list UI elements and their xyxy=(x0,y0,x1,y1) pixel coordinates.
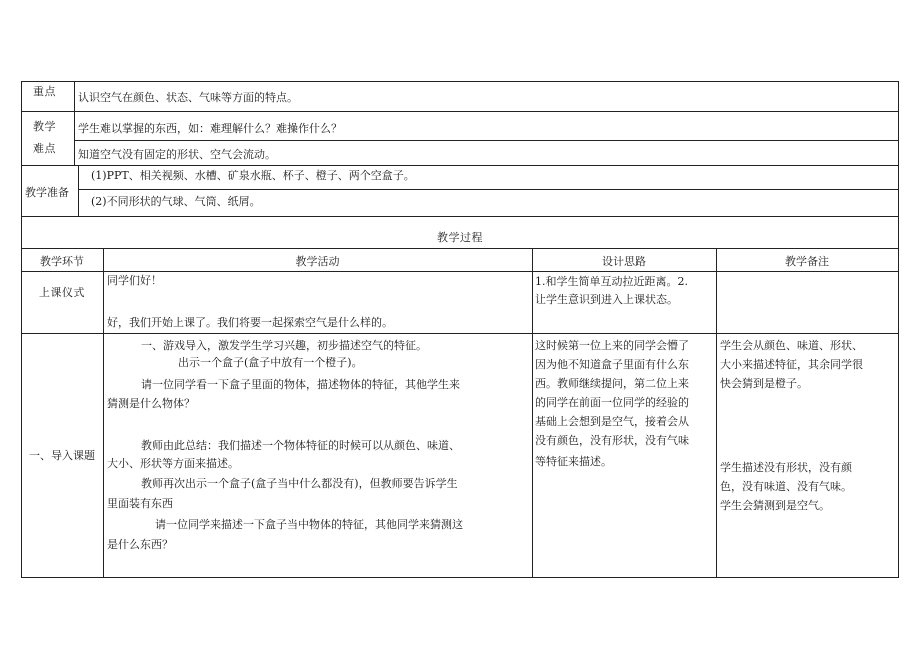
row1-activity-1: 同学们好！ xyxy=(107,274,162,287)
header-design: 设计思路 xyxy=(602,255,646,268)
row2-design-line: 基础上会想到是空气，接着会从 xyxy=(535,415,689,428)
header-stage: 教学环节 xyxy=(40,255,84,268)
rule-col-design xyxy=(716,248,717,578)
row2-design-line: 这时候第一位上来的同学会懵了 xyxy=(535,339,689,352)
row2-notes-line: 学生会从颜色、味道、形状、 xyxy=(720,339,863,352)
rule-col-stage xyxy=(103,248,104,578)
row2-activity-line: 里面装有东西 xyxy=(107,497,173,510)
row2-activity-line: 一、游戏导入，激发学生学习兴趣，初步描述空气的特征。 xyxy=(141,339,427,352)
row2-notes-line: 大小来描述特征，其余同学很 xyxy=(720,358,863,371)
rule-left xyxy=(21,81,22,578)
rule-difficulty-bottom xyxy=(21,165,899,166)
row1-design-2: 让学生意识到进入上课状态。 xyxy=(535,293,678,306)
row1-design-1: 1.和学生简单互动拉近距离。2. xyxy=(535,275,688,288)
rule-focus-bottom xyxy=(21,111,899,112)
process-title: 教学过程 xyxy=(437,231,483,244)
rule-right xyxy=(898,81,899,578)
row2-design-line: 因为他不知道盒子里面有什么东 xyxy=(535,358,689,371)
row2-notes-line: 快会猜到是橙子。 xyxy=(720,377,808,390)
row2-activity-line: 出示一个盒子(盒子中放有一个橙子)。 xyxy=(178,356,363,369)
row2-activity-line: 请一位同学看一下盒子里面的物体，描述物体的特征，其他学生来 xyxy=(141,378,460,391)
difficulty-label-2: 难点 xyxy=(33,142,56,155)
row2-activity-line: 大小、形状等方面来描述。 xyxy=(107,457,239,470)
rule-prep-bottom xyxy=(21,216,899,217)
rule-label-col-1 xyxy=(74,81,75,165)
rule-bottom xyxy=(21,577,899,578)
rule-prep-mid xyxy=(78,189,899,190)
row2-activity-line: 猜测是什么物体？ xyxy=(107,397,195,410)
header-notes: 教学备注 xyxy=(785,255,829,268)
header-activity: 教学活动 xyxy=(295,255,340,268)
row1-activity-2: 好，我们开始上课了。我们将要一起探索空气是什么样的。 xyxy=(107,316,393,329)
rule-difficulty-mid xyxy=(74,140,899,141)
preparation-label: 教学准备 xyxy=(25,186,69,199)
preparation-item-1: (1)PPT、相关视频、水槽、矿泉水瓶、杯子、橙子、两个空盒子。 xyxy=(91,169,415,182)
row2-activity-line: 是什么东西？ xyxy=(107,538,173,551)
rule-label-col-2 xyxy=(78,165,79,216)
rule-process-bottom xyxy=(21,248,899,249)
focus-text: 认识空气在颜色、状态、气味等方面的特点。 xyxy=(78,91,298,104)
row2-design-line: 西。教师继续提问，第二位上来 xyxy=(535,377,689,390)
row2-activity-line: 教师由此总结：我们描述一个物体特征的时候可以从颜色、味道、 xyxy=(141,439,460,452)
row2-design-line: 的同学在前面一位同学的经验的 xyxy=(535,396,689,409)
preparation-item-2: (2)不同形状的气球、气筒、纸屑。 xyxy=(91,195,261,208)
rule-row1-bottom xyxy=(21,333,899,334)
row2-design-line: 没有颜色，没有形状，没有气味 xyxy=(535,434,689,447)
row2-notes-line: 学生会猜测到是空气。 xyxy=(720,499,830,512)
difficulty-line-2: 知道空气没有固定的形状、空气会流动。 xyxy=(78,148,276,161)
row2-notes-line: 学生描述没有形状，没有颜 xyxy=(720,461,852,474)
row2-stage: 一、导入课题 xyxy=(29,449,95,462)
rule-col-activity xyxy=(532,248,533,578)
focus-label: 重点 xyxy=(33,85,56,98)
row1-stage: 上课仪式 xyxy=(39,286,85,299)
rule-header-bottom xyxy=(21,271,899,272)
row2-activity-line: 请一位同学来描述一下盒子当中物体的特征，其他同学来猜测这 xyxy=(155,518,463,531)
row2-design-line: 等特征来描述。 xyxy=(535,455,612,468)
row2-activity-line: 教师再次出示一个盒子(盒子当中什么都没有)，但教师要告诉学生 xyxy=(141,477,458,490)
difficulty-label-1: 教学 xyxy=(33,120,56,133)
row2-notes-line: 色，没有味道、没有气味。 xyxy=(720,480,852,493)
difficulty-line-1: 学生难以掌握的东西，如：难理解什么？难操作什么？ xyxy=(78,122,342,135)
rule-top xyxy=(21,81,899,82)
